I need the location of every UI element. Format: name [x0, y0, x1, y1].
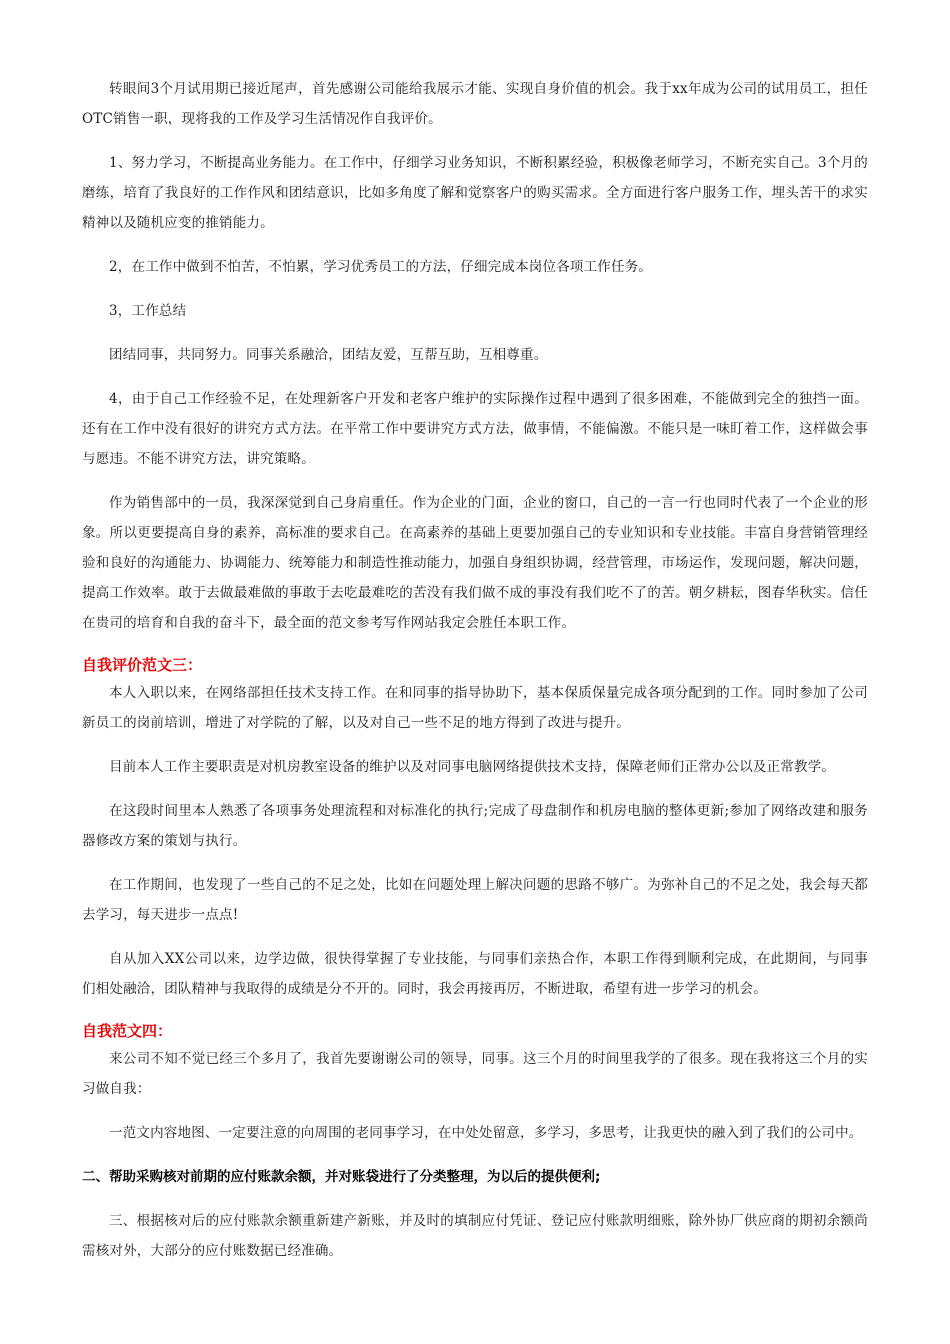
paragraph-point-4: 4，由于自己工作经验不足，在处理新客户开发和老客户维护的实际操作过程中遇到了很多困难，不能做到完全的独挡一面。还有在工作中没有很好的讲究方式方法。在平常工作中要讲究方式方法，做事情，不能偏激。不能只是一味盯着工作，这样做会事与愿违。不能不讲究方法，讲究策略。: [82, 391, 868, 467]
paragraph-ex3-summary: 自从加入XX公司以来，边学边做，很快得掌握了专业技能，与同事们亲热合作，本职工作得到顺利完成，在此期间，与同事们相处融洽，团队精神与我取得的成绩是分不开的。同时，我会再接再厉，不断进取，希望有进一步学习的机会。: [82, 951, 868, 997]
paragraph-intro: 转眼间3个月试用期已接近尾声，首先感谢公司能给我展示才能、实现自身价值的机会。我于xx年成为公司的试用员工，担任OTC销售一职，现将我的工作及学习生活情况作自我评价。: [82, 81, 868, 127]
paragraph-ex4-point-3: 三、根据核对后的应付账款余额重新建产新账，并及时的填制应付凭证、登记应付账款明细账，除外协厂供应商的期初余额尚需核对外，大部分的应付账数据已经准确。: [82, 1213, 868, 1259]
paragraph-point-3-title: 3，工作总结: [109, 303, 187, 319]
section-heading-example-3: 自我评价范文三：: [82, 656, 203, 674]
paragraph-ex3-intro: 本人入职以来，在网络部担任技术支持工作。在和同事的指导协助下，基本保质保量完成各项分配到的工作。同时参加了公司新员工的岗前培训，增进了对学院的了解，以及对自己一些不足的地方得到了改进与提升。: [82, 685, 868, 731]
paragraph-teamwork: 团结同事，共同努力。同事关系融洽，团结友爱，互帮互助，互相尊重。: [109, 347, 548, 363]
paragraph-ex3-shortcomings: 在工作期间，也发现了一些自己的不足之处，比如在问题处理上解决问题的思路不够广。为弥补自己的不足之处，我会每天都去学习，每天进步一点点!: [82, 877, 868, 923]
paragraph-point-1: 1、努力学习，不断提高业务能力。在工作中，仔细学习业务知识，不断积累经验，积极像老师学习，不断充实自己。3个月的磨练，培育了我良好的工作作风和团结意识，比如多角度了解和觉察客户的购买需求。全方面进行客户服务工作，埋头苦干的求实精神以及随机应变的推销能力。: [82, 155, 868, 231]
paragraph-point-2: 2，在工作中做到不怕苦，不怕累，学习优秀员工的方法，仔细完成本岗位各项工作任务。: [109, 259, 653, 275]
bold-point-2: 二、帮助采购核对前期的应付账款余额，并对账袋进行了分类整理，为以后的提供便利;: [82, 1169, 601, 1185]
section-heading-example-4: 自我范文四：: [82, 1022, 173, 1040]
paragraph-sales-role: 作为销售部中的一员，我深深觉到自己身肩重任。作为企业的门面，企业的窗口，自己的一言一行也同时代表了一个企业的形象。所以更要提高自身的素养，高标准的要求自己。在高素养的基础上更要加强自己的专业知识和专业技能。丰富自身营销管理经验和良好的沟通能力、协调能力、统筹能力和制造性推动能力，加强自身组织协调，经营管理，市场运作，发现问题，解决问题，提高工作效率。敢于去做最难做的事敢于去吃最难吃的苦没有我们做不成的事没有我们吃不了的苦。朝夕耕耘，图春华秋实。信任在贵司的培育和自我的奋斗下，最全面的范文参考写作网站我定会胜任本职工作。: [82, 495, 868, 631]
paragraph-ex3-progress: 在这段时间里本人熟悉了各项事务处理流程和对标准化的执行;完成了母盘制作和机房电脑的整体更新;参加了网络改建和服务器修改方案的策划与执行。: [82, 803, 868, 849]
paragraph-ex4-point-1: 一范文内容地图、一定要注意的向周围的老同事学习，在中处处留意，多学习，多思考，让我更快的融入到了我们的公司中。: [109, 1125, 863, 1141]
paragraph-ex4-intro: 来公司不知不觉已经三个多月了，我首先要谢谢公司的领导，同事。这三个月的时间里我学的了很多。现在我将这三个月的实习做自我：: [82, 1051, 868, 1097]
paragraph-ex3-duties: 目前本人工作主要职责是对机房教室设备的维护以及对同事电脑网络提供技术支持，保障老师们正常办公以及正常教学。: [109, 759, 836, 775]
